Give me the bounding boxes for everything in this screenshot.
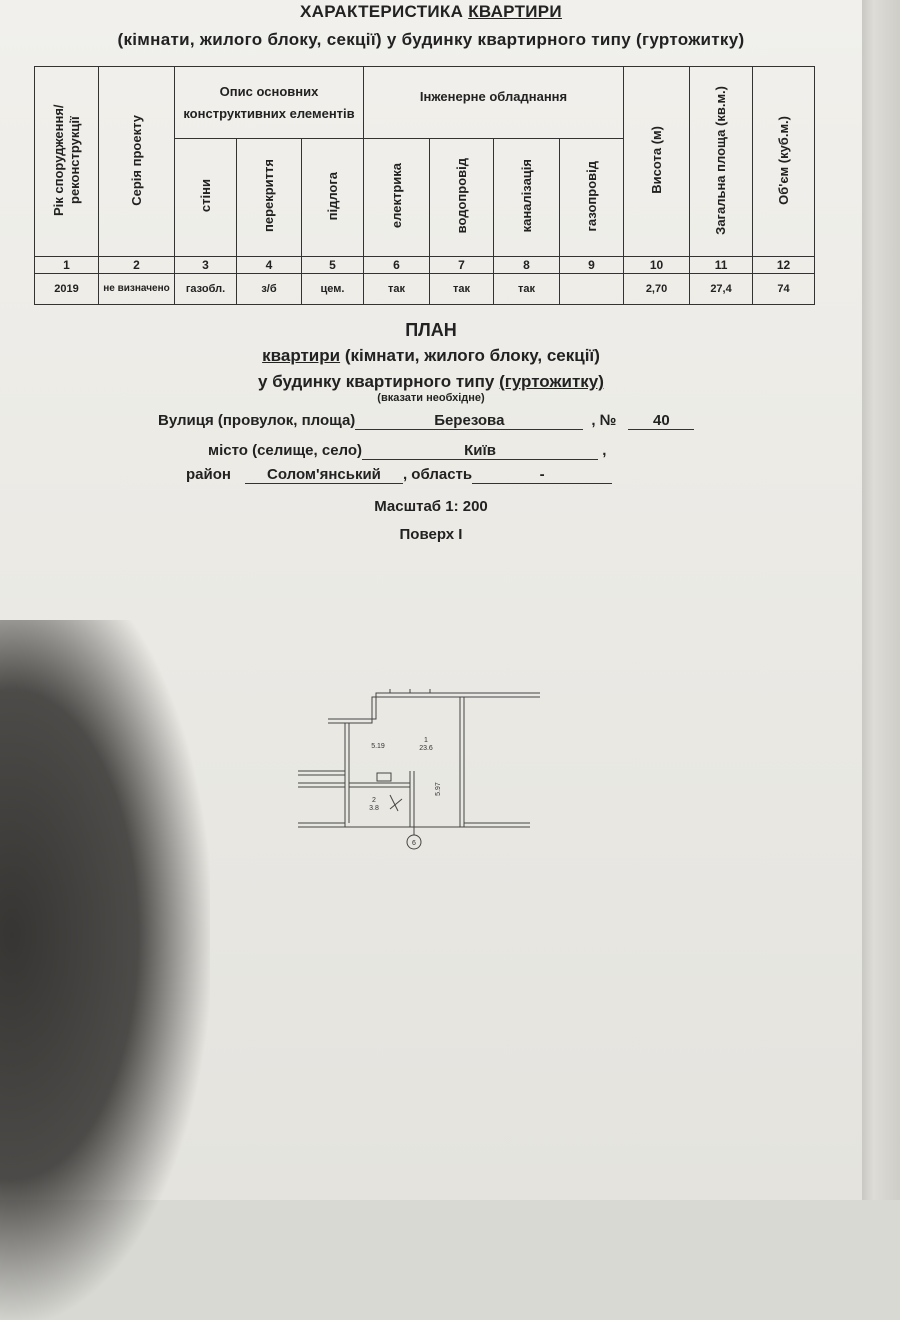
length-dimension: 5.97 [435, 782, 442, 796]
header-floor: підлога [302, 139, 364, 257]
col-number: 2 [99, 257, 175, 274]
city-value: Київ [362, 442, 598, 460]
district-field [186, 466, 612, 484]
sink [377, 773, 391, 781]
values-row [35, 274, 815, 305]
value-electric: так [364, 274, 430, 305]
value-gas [560, 274, 624, 305]
header-series: Серія проекту [99, 67, 175, 257]
value-series: не визначено [99, 274, 175, 305]
city-label: місто (селище, село) [208, 442, 363, 459]
col-number: 7 [430, 257, 494, 274]
room2-number: 2 [372, 797, 376, 804]
region-label: , область [402, 466, 473, 483]
header-gas: газопровід [560, 139, 624, 257]
header-sewer: каналізація [494, 139, 560, 257]
value-water: так [430, 274, 494, 305]
room1-number: 1 [424, 737, 428, 744]
header-construct-group: Опис основних конструктивних елементів [175, 67, 364, 139]
value-sewer: так [494, 274, 560, 305]
district-label: район [186, 466, 231, 483]
document-title: ХАРАКТЕРИСТИКА КВАРТИРИ [300, 2, 562, 21]
col-number: 3 [175, 257, 237, 274]
header-height: Висота (м) [624, 67, 690, 257]
col-number: 12 [753, 257, 815, 274]
header-electric: електрика [364, 139, 430, 257]
document-subtitle: (кімнати, жилого блоку, секції) у будинку квартирного типу (гуртожитку) [117, 30, 745, 49]
col-number: 11 [690, 257, 753, 274]
plan-subtitle-line1: квартири (кімнати, жилого блоку, секції) [262, 346, 600, 365]
value-volume: 74 [753, 274, 815, 305]
district-value: Солом'янський [245, 466, 403, 484]
plan-subtitle-line2: у будинку квартирного типу (гуртожитку) [258, 372, 604, 391]
header-water: водопровід [430, 139, 494, 257]
header-engineering-group: Інженерне обладнання [364, 67, 624, 139]
header-walls: стіни [175, 139, 237, 257]
house-number-value: 40 [628, 412, 694, 430]
value-walls: газобл. [175, 274, 237, 305]
col-number: 10 [624, 257, 690, 274]
value-ceiling: з/б [237, 274, 302, 305]
column-number-row [35, 257, 815, 274]
header-year: Рік спорудження/ реконструкції [35, 67, 99, 257]
plan-hint: (вказати необхідне) [377, 392, 485, 404]
street-field [158, 412, 694, 430]
col-number: 1 [35, 257, 99, 274]
header-area: Загальна площа (кв.м.) [690, 67, 753, 257]
region-value: - [472, 466, 612, 484]
room1-area: 23.6 [419, 745, 433, 752]
header-ceiling: перекриття [237, 139, 302, 257]
floor-label: Поверх І [399, 526, 463, 543]
plan-heading: ПЛАН [405, 320, 457, 340]
col-number: 6 [364, 257, 430, 274]
street-label: Вулиця (провулок, площа) [158, 412, 356, 429]
col-number: 9 [560, 257, 624, 274]
col-number: 4 [237, 257, 302, 274]
value-floor: цем. [302, 274, 364, 305]
street-value: Березова [355, 412, 583, 430]
header-volume: Об'єм (куб.м.) [753, 67, 815, 257]
number-label: , № [591, 412, 617, 429]
width-dimension: 5.19 [371, 743, 385, 750]
room2-area: 3.8 [369, 805, 379, 812]
floor-plan-drawing [290, 685, 540, 855]
axis-label: 6 [412, 840, 416, 847]
value-area: 27,4 [690, 274, 753, 305]
city-field: місто (селище, село) Київ , [208, 442, 607, 459]
col-number: 5 [302, 257, 364, 274]
value-height: 2,70 [624, 274, 690, 305]
apartment-characteristics-table [34, 66, 815, 305]
scale-label: Масштаб 1: 200 [374, 498, 488, 515]
col-number: 8 [494, 257, 560, 274]
page-edge [862, 0, 900, 1200]
value-year: 2019 [35, 274, 99, 305]
